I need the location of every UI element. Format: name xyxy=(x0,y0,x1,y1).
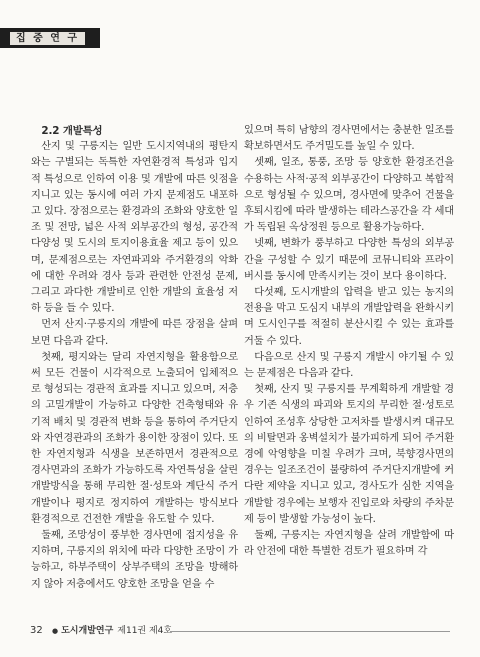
journal-issue: 제11권 제4호 xyxy=(117,626,173,636)
footer-rule xyxy=(170,631,450,632)
page-footer xyxy=(30,624,450,638)
paragraph: 있으며 특히 남향의 경사면에서는 충분한 일조를 확보하면서도 주거밀도를 높일 수 있다. xyxy=(244,125,454,153)
right-column xyxy=(244,123,454,560)
paragraph: 다섯째, 도시개발의 압력을 받고 있는 농지의 전용을 막고 도심지 내부의 개발압력을 완화시키며 도시인구를 적절히 분산시킬 수 있는 효과를 거둘 수 있다. xyxy=(244,287,454,347)
paragraph: 다음으로 산지 및 구릉지 개발시 야기될 수 있는 문제점은 다음과 같다. xyxy=(244,351,454,380)
paragraph: 첫째, 산지 및 구릉지를 무계획하게 개발할 경우 기존 식생의 파괴와 토지의 무리한 절·성토로 인하여 조성후 상당한 고저차를 발생시켜 대규모의 비탈면과 옹벽설치가 불가피하게 되어 주거환경에 악영향을 미칠 우려가 크며, 북향경사면의 경우는 일조조건이 불량하여 주거단지개발에 커다란 제약을 지니고 있고, 경사도가 심한 지역을 개발할 경우에는 보행자 진입로와 차량의 주차문제 등이 발생할 가능성이 높다. xyxy=(244,384,454,525)
bullet-icon: ● xyxy=(52,627,59,635)
journal-name: 도시개발연구 xyxy=(61,626,114,636)
paragraph: 첫째, 평지와는 달리 자연지형을 활용함으로써 모든 건물이 시각적으로 노출되어 입체적으로 형성되는 경관적 효과를 지니고 있으며, 저층의 고밀개발이 가능하고 다양한 건축형태와 유기적 배치 및 경관적 변화 등을 통하여 주거단지와 자연경관과의 조화가 용이한 장점이 있다. 또한 자연지형과 식생을 보존하면서 경관적으로 경사면과의 조화가 가능하도록 자연특성을 살린 개발방식을 통해 무리한 절·성토와 계단식 주거개발이나 평지로 정지하여 개발하는 방식보다 환경적으로 건전한 개발을 유도할 수 있다. xyxy=(31,351,238,525)
journal-info xyxy=(52,624,172,638)
paragraph: 둘째, 조망성이 풍부한 경사면에 접지성을 유지하며, 구릉지의 위치에 따라 다양한 조망이 가능하고, 하부주택이 상부주택의 조망을 방해하지 않아 저층에서도 양호한 조망을 얻을 수 xyxy=(31,530,238,590)
section-heading: 2.2 개발특성 xyxy=(41,125,103,137)
page-number: 32 xyxy=(30,625,43,636)
paragraph: 산지 및 구릉지는 일반 도시지역내의 평탄지와는 구별되는 독특한 자연환경적 특성과 입지적 특성으로 인하여 이용 및 개발에 따른 잇점을 지니고 있는 동시에 여러 가지 문제점도 내포하고 있다. 장점으로는 환경과의 조화와 양호한 일조 및 전망, 넓은 사적 외부공간의 형성, 공간적 다양성 및 도시의 토지이용효율 제고 등이 있으며, 문제점으로는 자연파괴와 주거환경의 악화에 대한 우려와 경사 등과 관련한 안전성 문제, 그리고 과다한 개발비로 인한 개발의 효율성 저하 등을 들 수 있다. xyxy=(31,141,238,315)
left-column xyxy=(31,123,238,593)
paragraph: 셋째, 일조, 통풍, 조망 등 양호한 환경조건을 수용하는 사적·공적 외부공간이 다양하고 복합적으로 형성될 수 있으며, 경사면에 맞추어 건물을 후퇴시킴에 따라 발생하는 테라스공간을 각 세대가 독립된 옥상정원 등으로 활용가능하다. xyxy=(244,157,454,234)
paragraph: 먼저 산지·구릉지의 개발에 따른 장점을 살펴보면 다음과 같다. xyxy=(31,319,238,347)
section-tab xyxy=(0,28,100,48)
paragraph: 넷째, 변화가 풍부하고 다양한 특성의 외부공간을 구성할 수 있기 때문에 코뮤니티와 프라이버시를 동시에 만족시키는 것이 보다 용이하다. xyxy=(244,238,454,282)
section-tab-label: 집 중 연 구 xyxy=(10,32,85,45)
paragraph: 둘째, 구릉지는 자연지형을 살려 개발함에 따라 안전에 대한 특별한 검토가 필요하며 각 xyxy=(244,530,454,558)
